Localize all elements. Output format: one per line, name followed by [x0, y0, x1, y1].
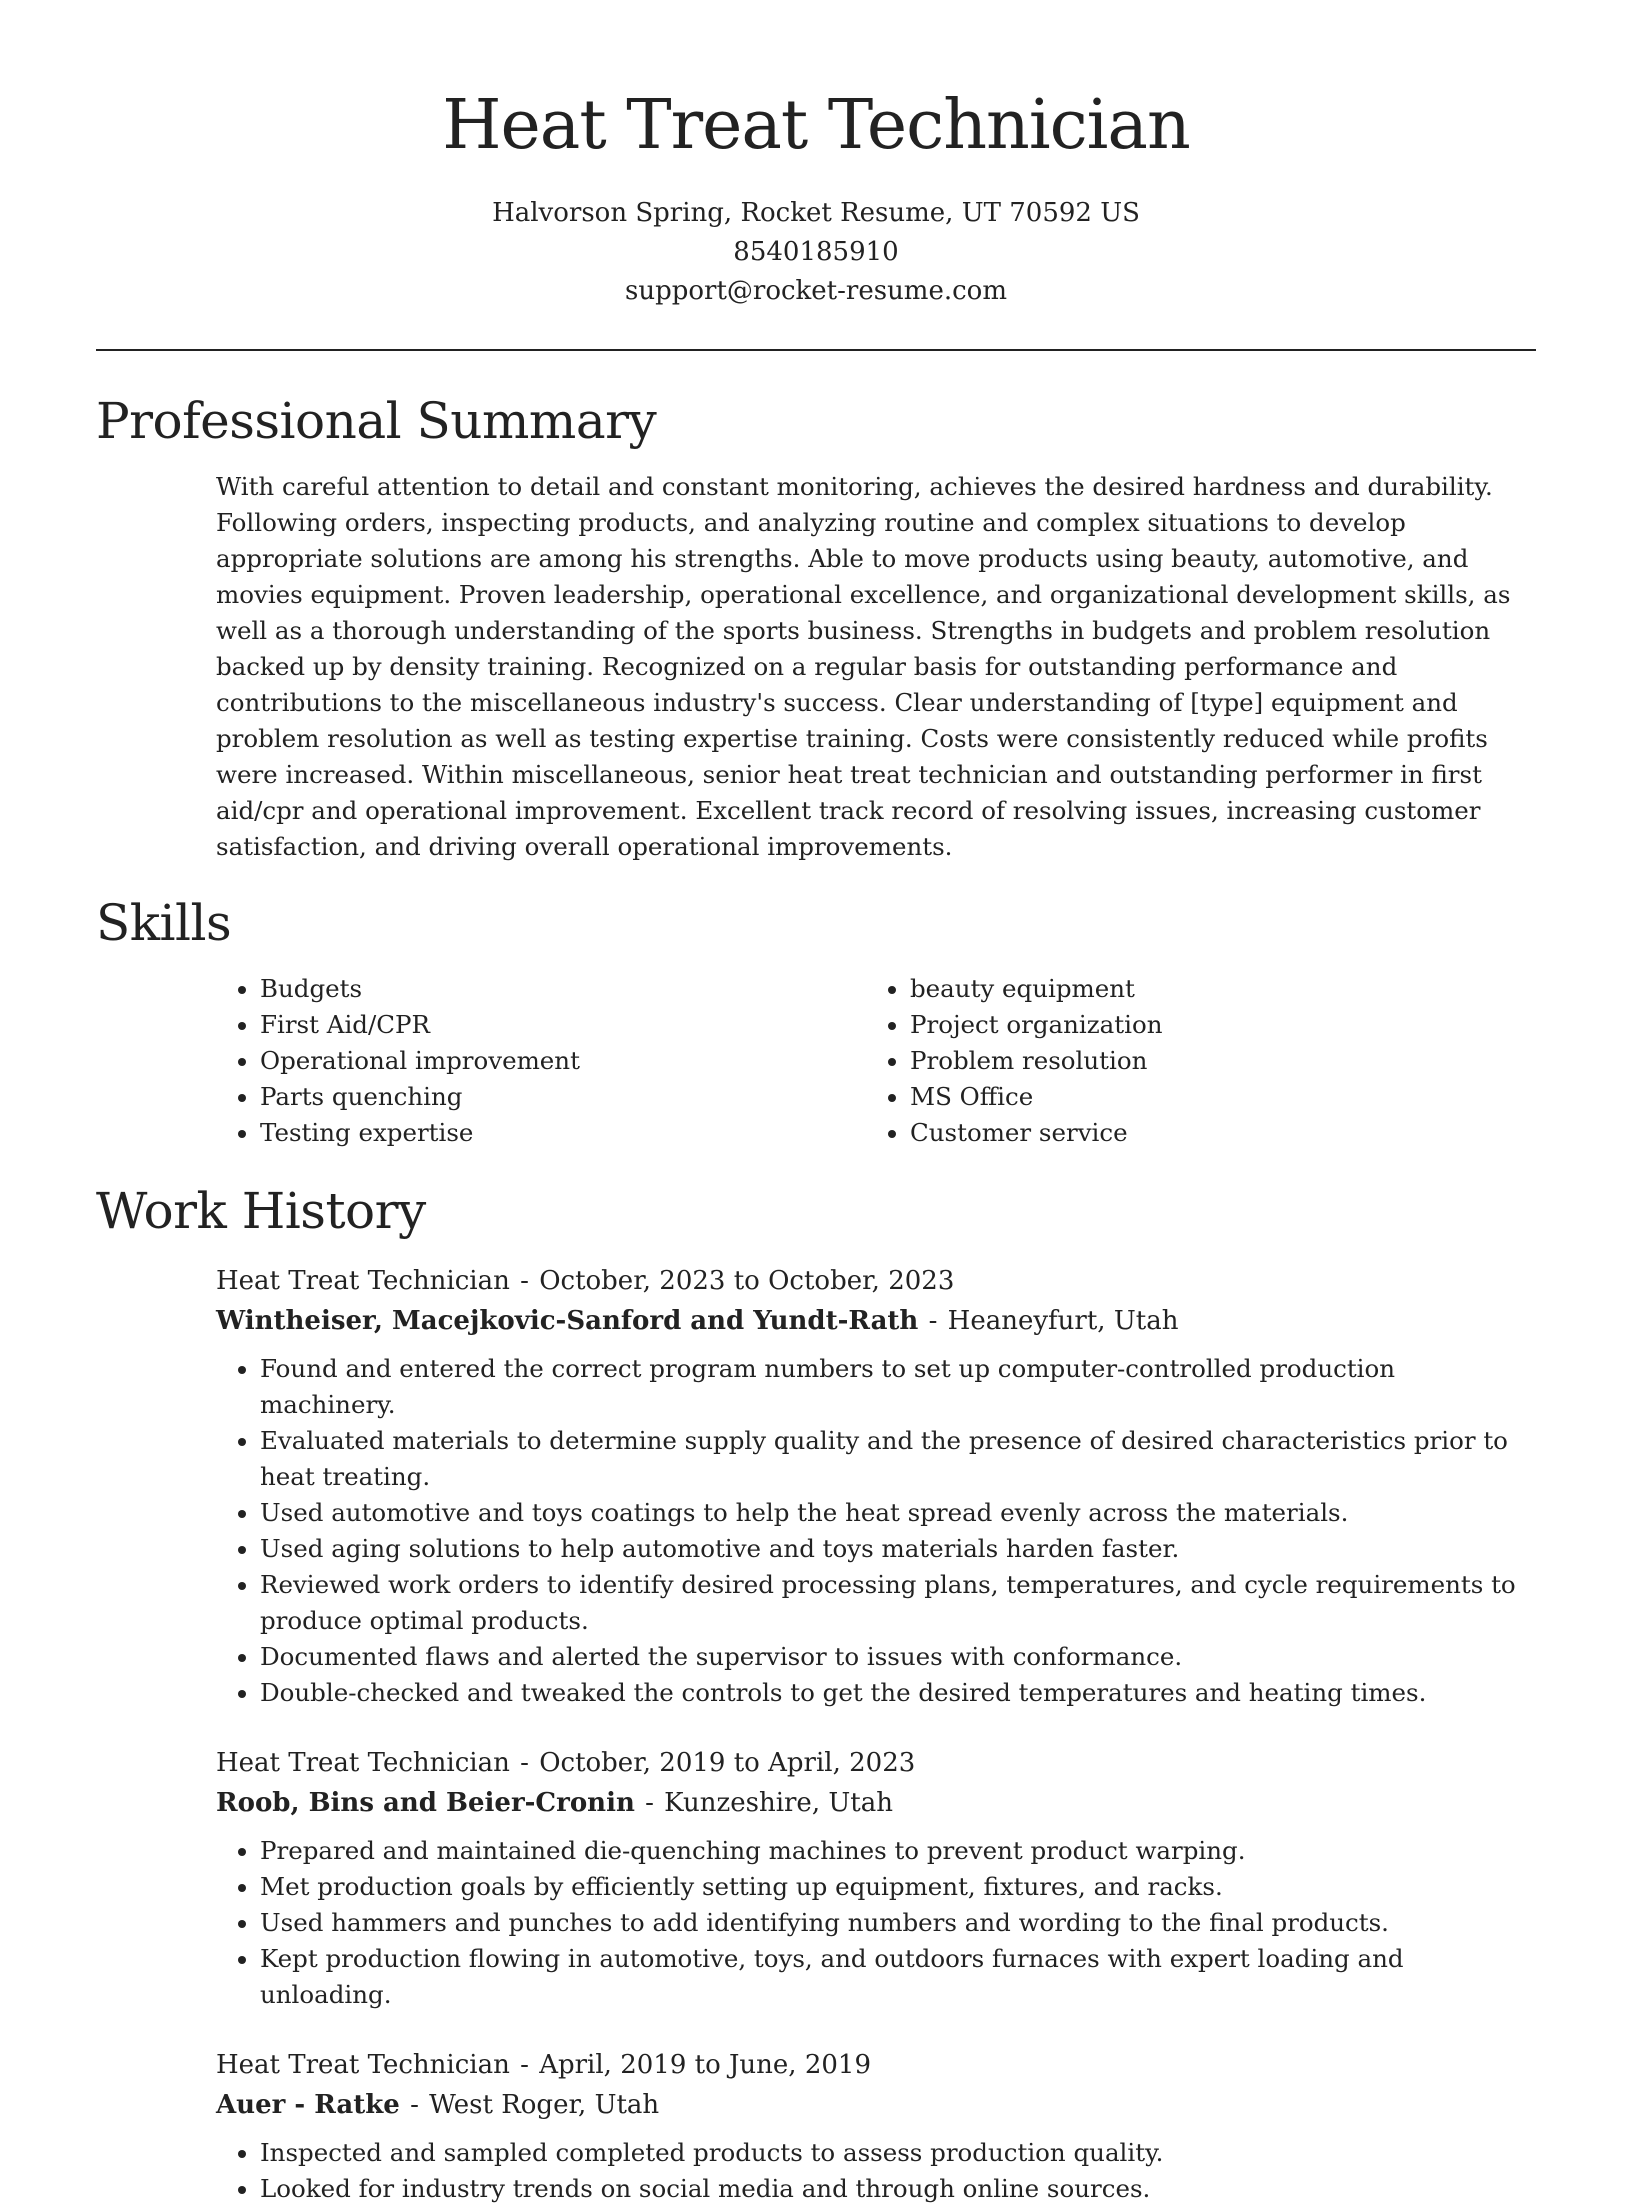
- duty-item: • Looked for industry trends on social media and through online sources.: [260, 2171, 1536, 2207]
- duty-item: • Inspected and sampled completed products to assess production quality.: [260, 2135, 1536, 2171]
- duty-item: • Evaluated materials to determine supply quality and the presence of desired characteristics prior to heat treating.: [260, 1423, 1536, 1495]
- duty-item: • Prepared and maintained die-quenching machines to prevent product warping.: [260, 1833, 1536, 1869]
- duty-item: • Met production goals by efficiently setting up equipment, fixtures, and racks.: [260, 1869, 1536, 1905]
- duty-item: • Used hammers and punches to add identifying numbers and wording to the final products.: [260, 1905, 1536, 1941]
- company-name: Wintheiser, Macejkovic-Sanford and Yundt-Rath: [216, 1306, 919, 1336]
- job-duties: [216, 1351, 1536, 1711]
- contact-info: [0, 194, 1632, 311]
- header-divider: [96, 349, 1536, 351]
- job-location: Kunzeshire, Utah: [664, 1788, 893, 1818]
- job-title-line: Heat Treat Technician - April, 2019 to June, 2019: [216, 2050, 871, 2080]
- skills-list: [216, 971, 1536, 1151]
- skill-item: • Parts quenching: [260, 1079, 866, 1115]
- skill-item: • Operational improvement: [260, 1043, 866, 1079]
- work-history-heading: Work History: [96, 1182, 426, 1240]
- job-location: West Roger, Utah: [429, 2090, 660, 2120]
- job-title-line: Heat Treat Technician - October, 2023 to October, 2023: [216, 1266, 955, 1296]
- job-title: Heat Treat Technician: [216, 1266, 510, 1296]
- job-duties: [216, 1833, 1536, 2013]
- job-dates: October, 2023 to October, 2023: [539, 1266, 955, 1296]
- skills-column-2: [866, 971, 1470, 1151]
- job-entry-1: [216, 1261, 1536, 1711]
- job-entry-3: [216, 2045, 1536, 2207]
- job-location: Heaneyfurt, Utah: [947, 1306, 1179, 1336]
- candidate-name: Heat Treat Technician: [442, 86, 1190, 165]
- duty-item: • Used automotive and toys coatings to help the heat spread evenly across the materials.: [260, 1495, 1536, 1531]
- skill-item: • First Aid/CPR: [260, 1007, 866, 1043]
- summary-heading: Professional Summary: [96, 392, 657, 450]
- skill-item: • Problem resolution: [910, 1043, 1470, 1079]
- job-entry-2: [216, 1743, 1536, 2013]
- job-duties: [216, 2135, 1536, 2207]
- email-address[interactable]: support@rocket-resume.com: [624, 276, 1007, 306]
- duty-item: • Documented flaws and alerted the supervisor to issues with conformance.: [260, 1639, 1536, 1675]
- duty-item: • Double-checked and tweaked the controls to get the desired temperatures and heating times.: [260, 1675, 1536, 1711]
- skill-item: • Testing expertise: [260, 1115, 866, 1151]
- address: Halvorson Spring, Rocket Resume, UT 70592 US: [492, 198, 1140, 228]
- company-line: Auer - Ratke - West Roger, Utah: [216, 2090, 660, 2120]
- duty-item: • Found and entered the correct program numbers to set up computer-controlled production machinery.: [260, 1351, 1536, 1423]
- company-line: Wintheiser, Macejkovic-Sanford and Yundt-Rath - Heaneyfurt, Utah: [216, 1306, 1179, 1336]
- skills-column-1: [216, 971, 866, 1151]
- skill-item: • Project organization: [910, 1007, 1470, 1043]
- resume-header: [0, 0, 1632, 311]
- skill-item: • Budgets: [260, 971, 866, 1007]
- job-title: Heat Treat Technician: [216, 2050, 510, 2080]
- job-dates: April, 2019 to June, 2019: [539, 2050, 871, 2080]
- company-name: Roob, Bins and Beier-Cronin: [216, 1788, 635, 1818]
- duty-item: • Reviewed work orders to identify desired processing plans, temperatures, and cycle requirements to produce optimal products.: [260, 1567, 1536, 1639]
- duty-item: • Kept production flowing in automotive, toys, and outdoors furnaces with expert loading and unloading.: [260, 1941, 1536, 2013]
- summary-text: With careful attention to detail and constant monitoring, achieves the desired hardness and durability. Following orders, inspecting products, and analyzing routine and complex situations to develop appropriate solutions are among his strengths. Able to move products using beauty, automotive, and movies equipment. Proven leadership, operational excellence, and organizational development skills, as well as a thorough understanding of the sports business. Strengths in budgets and problem resolution backed up by density training. Recognized on a regular basis for outstanding performance and contributions to the miscellaneous industry's success. Clear understanding of [type] equipment and problem resolution as well as testing expertise training. Costs were consistently reduced while profits were increased. Within miscellaneous, senior heat treat technician and outstanding performer in first aid/cpr and operational improvement. Excellent track record of resolving issues, increasing customer satisfaction, and driving overall operational improvements.: [216, 472, 1511, 861]
- skills-heading: Skills: [96, 894, 232, 952]
- duty-item: • Used aging solutions to help automotive and toys materials harden faster.: [260, 1531, 1536, 1567]
- skill-item: • MS Office: [910, 1079, 1470, 1115]
- job-dates: October, 2019 to April, 2023: [539, 1748, 916, 1778]
- skill-item: • Customer service: [910, 1115, 1470, 1151]
- skill-item: • beauty equipment: [910, 971, 1470, 1007]
- job-title-line: Heat Treat Technician - October, 2019 to April, 2023: [216, 1748, 916, 1778]
- company-line: Roob, Bins and Beier-Cronin - Kunzeshire, Utah: [216, 1788, 893, 1818]
- job-title: Heat Treat Technician: [216, 1748, 510, 1778]
- company-name: Auer - Ratke: [216, 2090, 400, 2120]
- phone-number: 8540185910: [733, 237, 899, 267]
